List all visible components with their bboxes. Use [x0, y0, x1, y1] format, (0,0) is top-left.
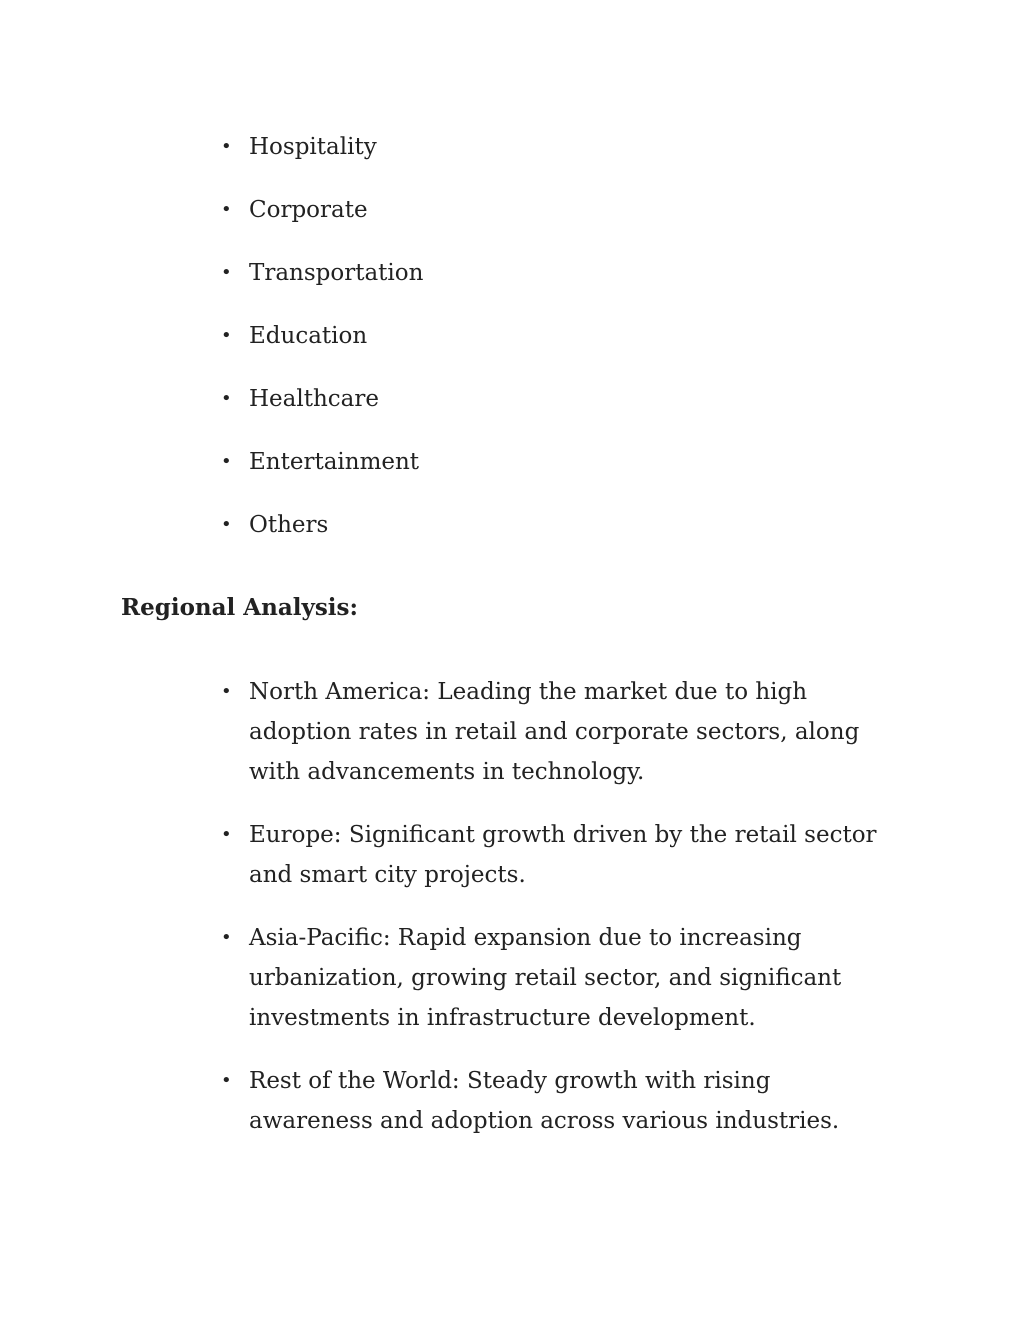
list-item	[221, 672, 889, 792]
section-heading: Regional Analysis:	[121, 594, 358, 621]
list-item-text: Education	[249, 323, 368, 349]
list-item-text: Asia-Pacific: Rapid expansion due to increasing urbanization, growing retail sector, and significant investments in infrastructure development.	[249, 925, 842, 1031]
regional-analysis-list	[221, 672, 889, 1164]
list-item	[221, 254, 889, 292]
list-item	[221, 1061, 889, 1141]
bullet-icon: •	[221, 199, 232, 220]
bullet-icon: •	[221, 325, 232, 346]
list-item	[221, 506, 889, 544]
list-item	[221, 918, 889, 1038]
list-item-text: Hospitality	[249, 134, 377, 160]
bullet-icon: •	[221, 927, 232, 948]
bullet-icon: •	[221, 1070, 232, 1091]
bullet-icon: •	[221, 388, 232, 409]
list-item	[221, 815, 889, 895]
bullet-icon: •	[221, 136, 232, 157]
industry-list	[221, 128, 889, 569]
list-item	[221, 380, 889, 418]
list-item	[221, 128, 889, 166]
list-item-text: Rest of the World: Steady growth with rising awareness and adoption across various industries.	[249, 1068, 840, 1134]
bullet-icon: •	[221, 824, 232, 845]
list-item	[221, 317, 889, 355]
list-item-text: Transportation	[249, 260, 424, 286]
list-item-text: Others	[249, 512, 329, 538]
bullet-icon: •	[221, 262, 232, 283]
list-item-text: North America: Leading the market due to high adoption rates in retail and corporate sectors, along with advancements in technology.	[249, 679, 860, 785]
list-item	[221, 443, 889, 481]
bullet-icon: •	[221, 514, 232, 535]
list-item-text: Corporate	[249, 197, 368, 223]
list-item-text: Europe: Significant growth driven by the retail sector and smart city projects.	[249, 822, 877, 888]
list-item-text: Healthcare	[249, 386, 379, 412]
bullet-icon: •	[221, 681, 232, 702]
bullet-icon: •	[221, 451, 232, 472]
list-item-text: Entertainment	[249, 449, 420, 475]
list-item	[221, 191, 889, 229]
